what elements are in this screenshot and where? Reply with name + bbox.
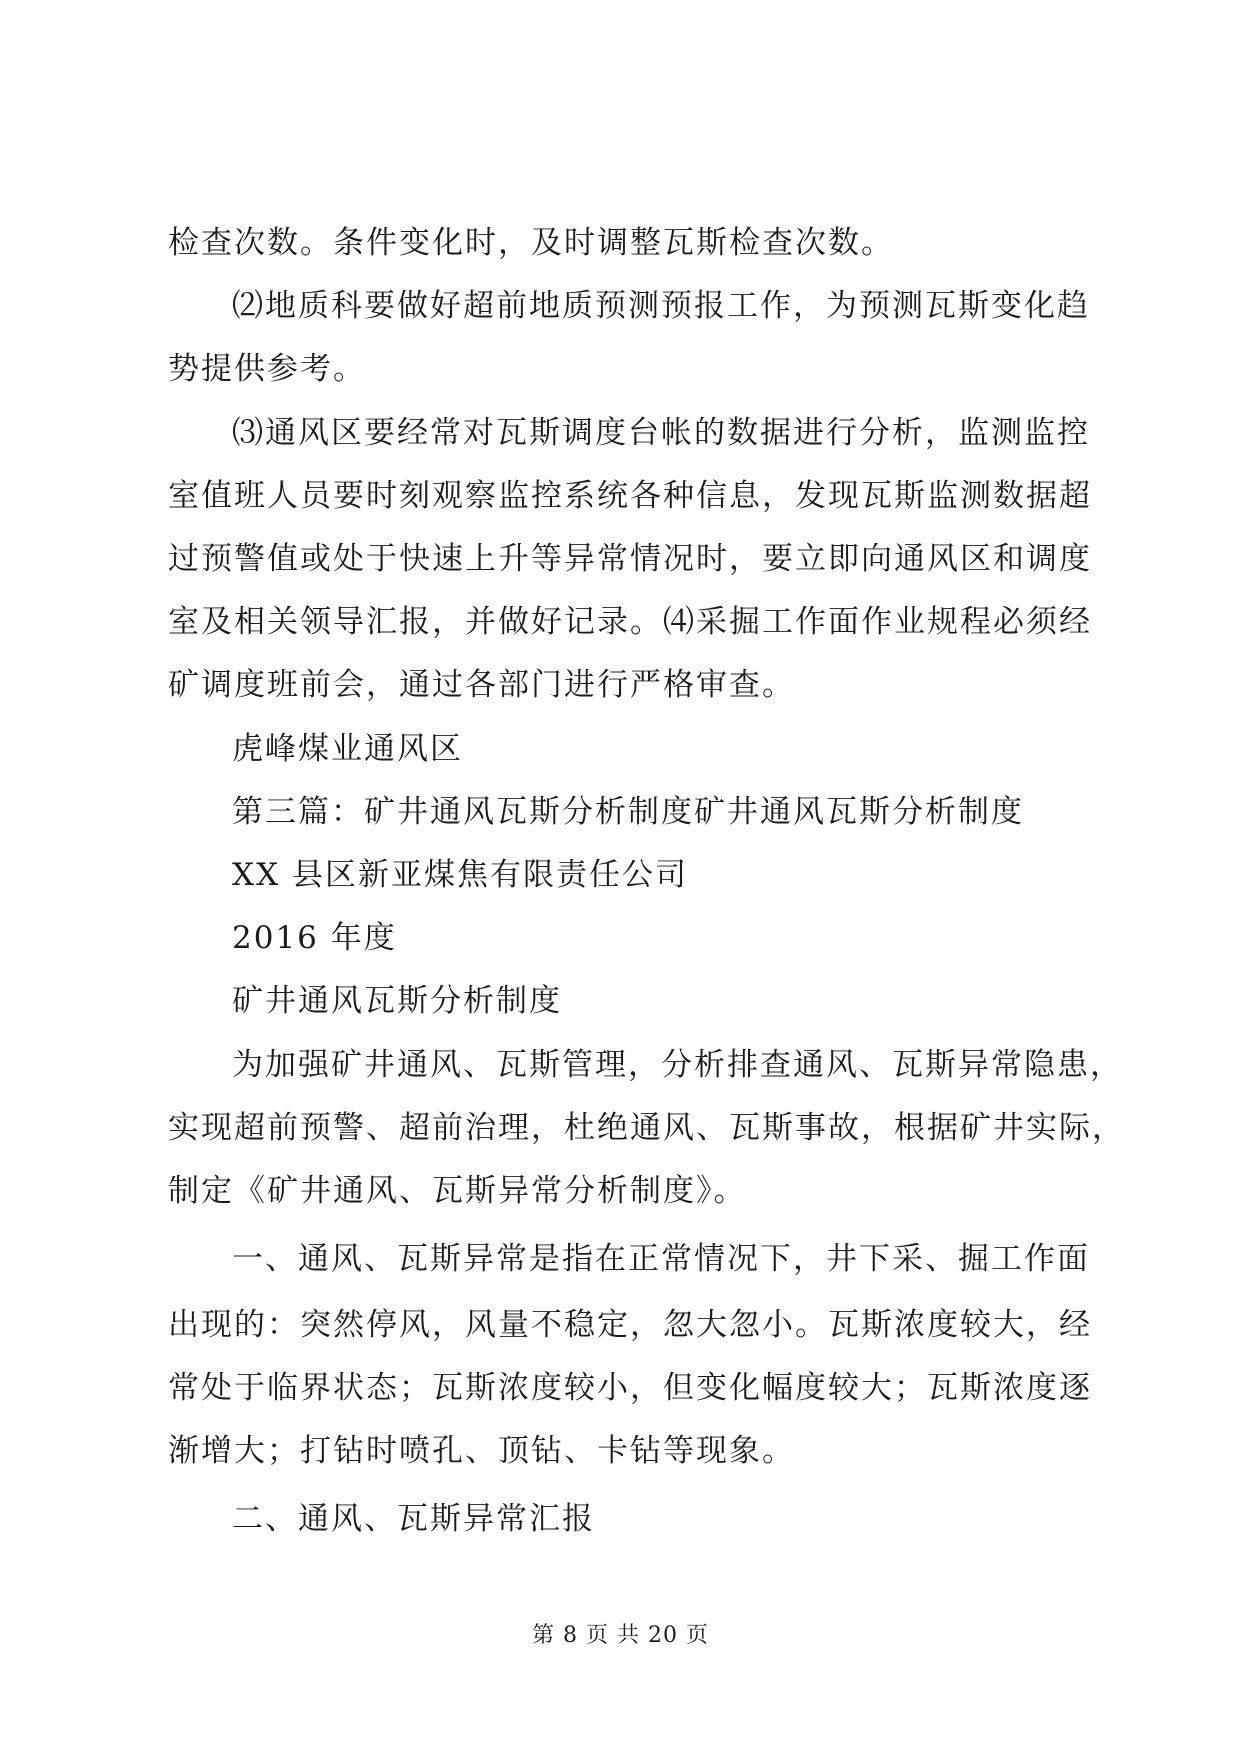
body-line: 制定《矿井通风、瓦斯异常分析制度》。 (168, 1173, 747, 1209)
body-line: 出现的：突然停风，风量不稳定，忽大忽小。瓦斯浓度较大，经 (168, 1307, 1092, 1343)
section-subheading: 二、通风、瓦斯异常汇报 (232, 1501, 595, 1537)
body-line: ⑵地质科要做好超前地质预测预报工作，为预测瓦斯变化趋 (232, 288, 1090, 324)
body-line: 室及相关领导汇报，并做好记录。⑷采掘工作面作业规程必须经 (168, 604, 1092, 640)
body-line: 渐增大；打钻时喷孔、顶钻、卡钻等现象。 (168, 1433, 795, 1469)
body-line: 室值班人员要时刻观察监控系统各种信息，发现瓦斯监测数据超 (168, 478, 1092, 514)
body-line: ⑶通风区要经常对瓦斯调度台帐的数据进行分析，监测监控 (232, 415, 1090, 451)
page-number-footer: 第 8 页 共 20 页 (532, 1623, 709, 1648)
body-line: 常处于临界状态；瓦斯浓度较小，但变化幅度较大；瓦斯浓度逐 (168, 1370, 1092, 1406)
body-line: 过预警值或处于快速上升等异常情况时，要立即向通风区和调度 (168, 541, 1092, 577)
body-line: 检查次数。条件变化时，及时调整瓦斯检查次数。 (168, 225, 894, 261)
body-line: 矿调度班前会，通过各部门进行严格审查。 (168, 667, 795, 703)
body-line: 势提供参考。 (168, 351, 366, 387)
body-line: 实现超前预警、超前治理，杜绝通风、瓦斯事故，根据矿井实际， (168, 1110, 1125, 1146)
document-title: 矿井通风瓦斯分析制度 (232, 983, 562, 1019)
year-line: 2016 年度 (232, 920, 397, 956)
signature-line: 虎峰煤业通风区 (232, 731, 463, 767)
company-name: XX 县区新亚煤焦有限责任公司 (232, 857, 688, 893)
body-line: 为加强矿井通风、瓦斯管理，分析排查通风、瓦斯异常隐患， (232, 1047, 1123, 1083)
section-heading: 第三篇：矿井通风瓦斯分析制度矿井通风瓦斯分析制度 (232, 794, 1024, 830)
body-line: 一、通风、瓦斯异常是指在正常情况下，井下采、掘工作面 (232, 1241, 1090, 1277)
